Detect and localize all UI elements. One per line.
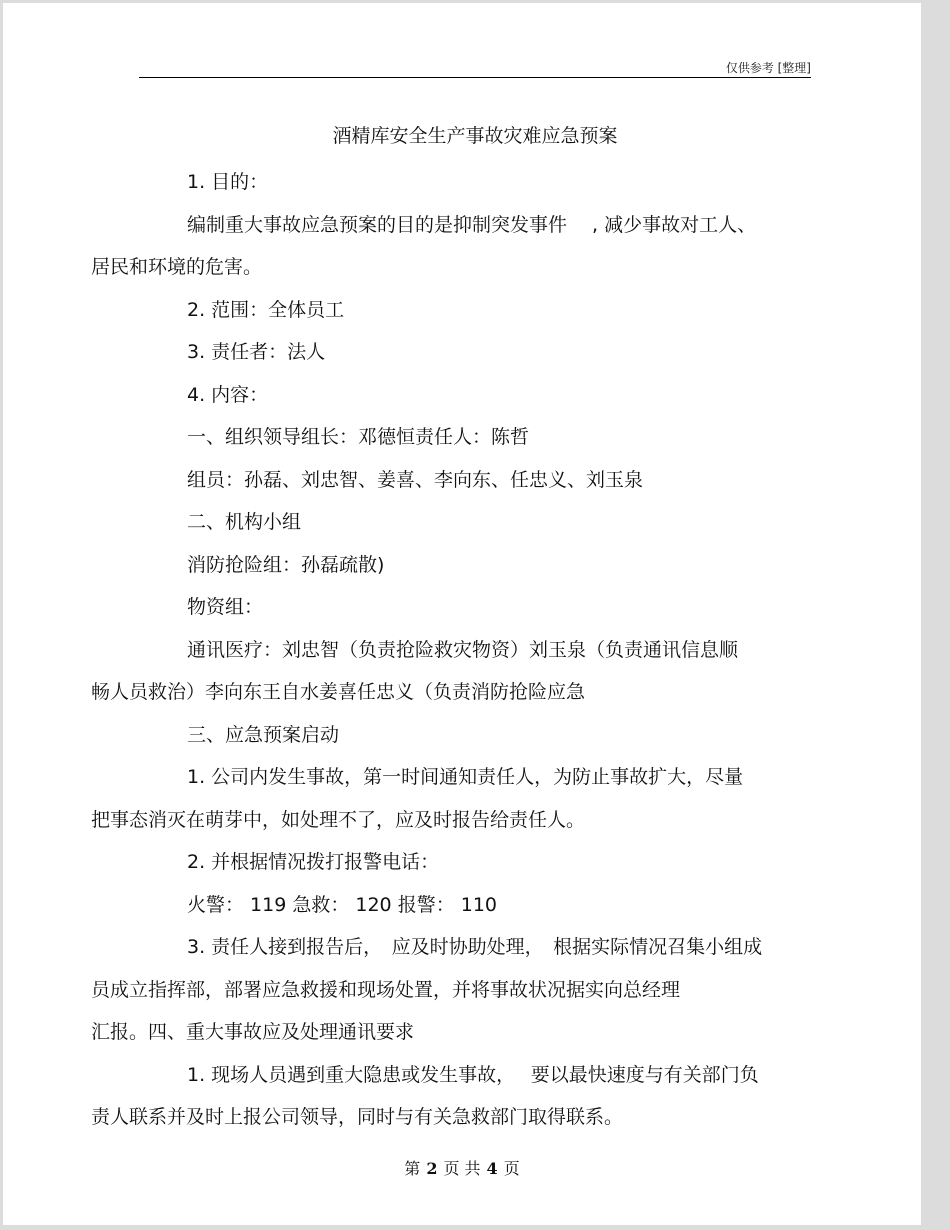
paragraph — [139, 416, 819, 459]
paragraph-line: 火警： 119 急救： 120 报警： 110 — [187, 893, 497, 916]
paragraph — [139, 331, 819, 374]
paragraph — [139, 161, 819, 204]
paragraph-line: 组员：孙磊、刘忠智、姜喜、李向东、任忠义、刘玉泉 — [187, 468, 644, 491]
paragraph-line: 责人联系并及时上报公司领导，同时与有关急救部门取得联系。 — [91, 1106, 624, 1128]
paragraph — [139, 841, 819, 884]
paragraph-line: 三、应急预案启动 — [187, 723, 340, 746]
paragraph-line: 员成立指挥部，部署应急救援和现场处置，并将事故状况据实向总经理 — [91, 978, 681, 1001]
page-footer — [3, 1156, 921, 1179]
paragraph — [91, 1054, 819, 1139]
paragraph — [139, 884, 819, 927]
paragraph-line: 3. 责任人接到报告后， 应及时协助处理， 根据实际情况召集小组成 — [187, 936, 763, 958]
paragraph — [139, 714, 819, 757]
paragraph — [139, 544, 819, 587]
footer-suffix: 页 — [503, 1159, 520, 1178]
paragraph-line: 1. 目的： — [187, 171, 269, 193]
paragraph — [139, 501, 819, 544]
paragraph-line: 2. 并根据情况拨打报警电话： — [187, 851, 440, 873]
document-title: 酒精库安全生产事故灾难应急预案 — [332, 125, 618, 147]
paragraph-line: 一、组织领导组长：邓德恒责任人：陈哲 — [187, 426, 530, 448]
paragraph-line: 3. 责任者：法人 — [187, 341, 326, 363]
paragraph — [91, 756, 819, 841]
footer-total-pages: 4 — [486, 1159, 498, 1178]
paragraph-line: 1. 现场人员遇到重大隐患或发生事故， 要以最快速度与有关部门负 — [187, 1063, 759, 1086]
paragraph-line: 把事态消灭在萌芽中，如处理不了，应及时报告给责任人。 — [91, 808, 586, 831]
paragraph — [139, 374, 819, 417]
paragraph — [91, 629, 819, 714]
paragraph-line: 居民和环境的危害。 — [91, 256, 263, 278]
paragraph-line: 二、机构小组 — [187, 511, 302, 533]
document-body — [91, 161, 819, 1139]
paragraph-line: 2. 范围：全体员工 — [187, 298, 345, 321]
paragraph-line: 通讯医疗：刘忠智（负责抢险救灾物资）刘玉泉（负责通讯信息顺 — [187, 638, 739, 661]
document-page — [3, 3, 921, 1225]
paragraph-line: 编制重大事故应急预案的目的是抑制突发事件 , 减少事故对工人、 — [187, 213, 757, 236]
paragraph-line: 消防抢险组：孙磊疏散) — [187, 553, 385, 576]
paragraph — [139, 459, 819, 502]
paragraph — [139, 586, 819, 629]
paragraph-line: 物资组： — [187, 596, 264, 618]
paragraph-line: 汇报。四、重大事故应及处理通讯要求 — [91, 1021, 415, 1043]
paragraph — [91, 926, 819, 1054]
paragraph-line: 畅人员救治）李向东王自水姜喜任忠义（负责消防抢险应急 — [91, 681, 586, 703]
footer-prefix: 第 — [404, 1159, 421, 1178]
paragraph-line: 1. 公司内发生事故，第一时间通知责任人，为防止事故扩大，尽量 — [187, 766, 744, 788]
paragraph — [139, 289, 819, 332]
paragraph-line: 4. 内容： — [187, 383, 269, 406]
header-divider — [139, 77, 811, 78]
header-note: 仅供参考 [整理] — [725, 61, 811, 75]
footer-middle: 页 共 — [443, 1159, 481, 1178]
paragraph — [91, 204, 819, 289]
footer-page-number: 2 — [426, 1159, 438, 1178]
